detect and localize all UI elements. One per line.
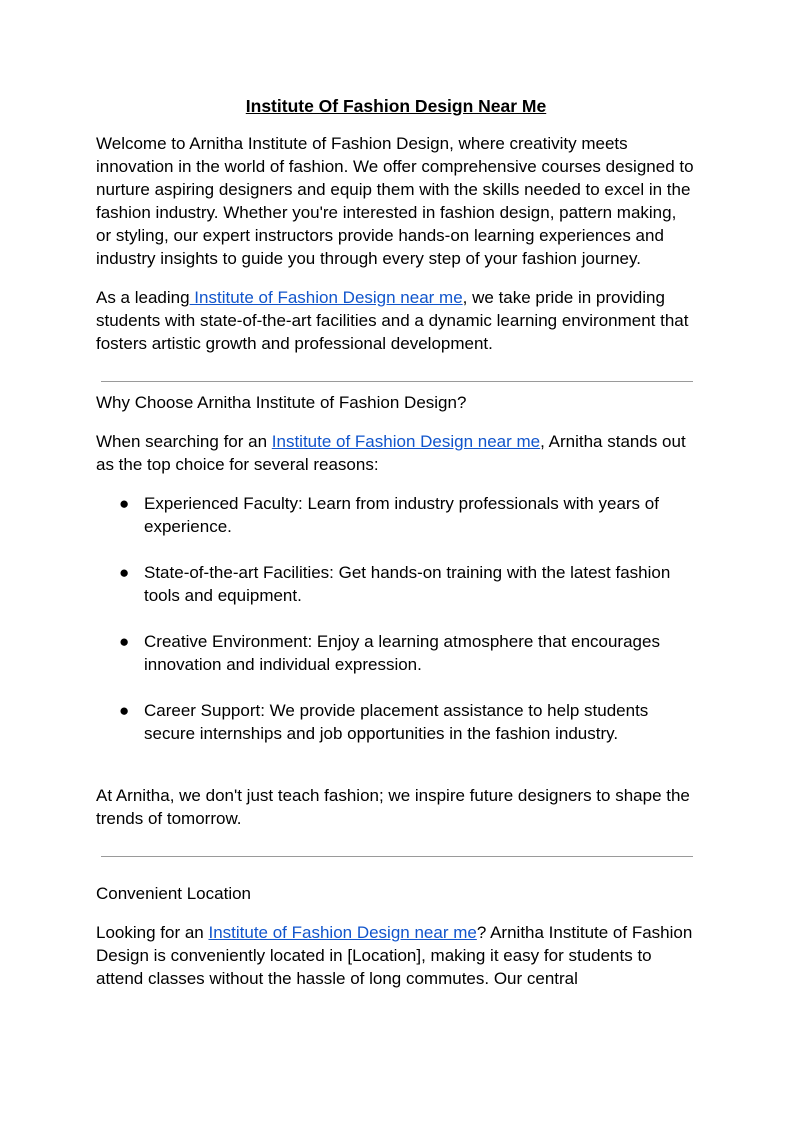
list-item-text: Creative Environment: Enjoy a learning atmosphere that encourages innovation and individual expression. xyxy=(144,632,660,674)
horizontal-rule-2 xyxy=(101,856,693,857)
list-item-text: Career Support: We provide placement assistance to help students secure internships and job opportunities in the fashion industry. xyxy=(144,701,649,743)
why-choose-heading: Why Choose Arnitha Institute of Fashion Design? xyxy=(96,393,467,412)
institute-link-2[interactable]: Institute of Fashion Design near me xyxy=(271,432,541,451)
list-item-experienced-faculty xyxy=(96,492,696,538)
list-item-text: State-of-the-art Facilities: Get hands-on training with the latest fashion tools and equipment. xyxy=(144,563,671,605)
bullet-icon: ● xyxy=(119,494,130,513)
location-paragraph xyxy=(96,921,696,990)
list-item-creative-environment xyxy=(96,630,696,676)
institute-link-3[interactable]: Institute of Fashion Design near me xyxy=(208,923,477,942)
bullet-icon: ● xyxy=(119,632,130,651)
list-item-career-support xyxy=(96,699,696,745)
why-intro-after: , Arnitha stands out as the top choice for several reasons: xyxy=(96,432,686,474)
bullet-icon: ● xyxy=(119,563,130,582)
list-item-text: Experienced Faculty: Learn from industry professionals with years of experience. xyxy=(144,494,659,536)
bullet-icon: ● xyxy=(119,701,130,720)
intro-paragraph: Welcome to Arnitha Institute of Fashion Design, where creativity meets innovation in the world of fashion. We offer comprehensive courses designed to nurture aspiring designers and equip them with the skills needed to excel in the fashion industry. Whether you're interested in fashion design, pattern making, or styling, our expert instructors provide hands-on learning experiences and industry insights to guide you through every step of your fashion journey. xyxy=(96,134,694,268)
leading-text-before: As a leading xyxy=(96,288,190,307)
list-item-facilities xyxy=(96,561,696,607)
document-page xyxy=(96,94,696,1006)
why-intro-before: When searching for an xyxy=(96,432,272,451)
reasons-list xyxy=(96,492,696,745)
horizontal-rule-1 xyxy=(101,381,693,382)
why-choose-intro xyxy=(96,430,696,476)
document-title: Institute Of Fashion Design Near Me xyxy=(245,96,547,116)
location-heading: Convenient Location xyxy=(96,884,252,903)
location-text-after: ? Arnitha Institute of Fashion Design is conveniently located in [Location], making it easy for students to attend classes without the hassle of long commutes. Our central xyxy=(96,923,693,988)
institute-link-1[interactable]: Institute of Fashion Design near me xyxy=(189,288,463,307)
closing-paragraph: At Arnitha, we don't just teach fashion; we inspire future designers to shape the trends of tomorrow. xyxy=(96,786,690,828)
leading-text-after: , we take pride in providing students with state-of-the-art facilities and a dynamic learning environment that fosters artistic growth and professional development. xyxy=(96,288,689,353)
leading-paragraph xyxy=(96,286,696,355)
location-text-before: Looking for an xyxy=(96,923,209,942)
